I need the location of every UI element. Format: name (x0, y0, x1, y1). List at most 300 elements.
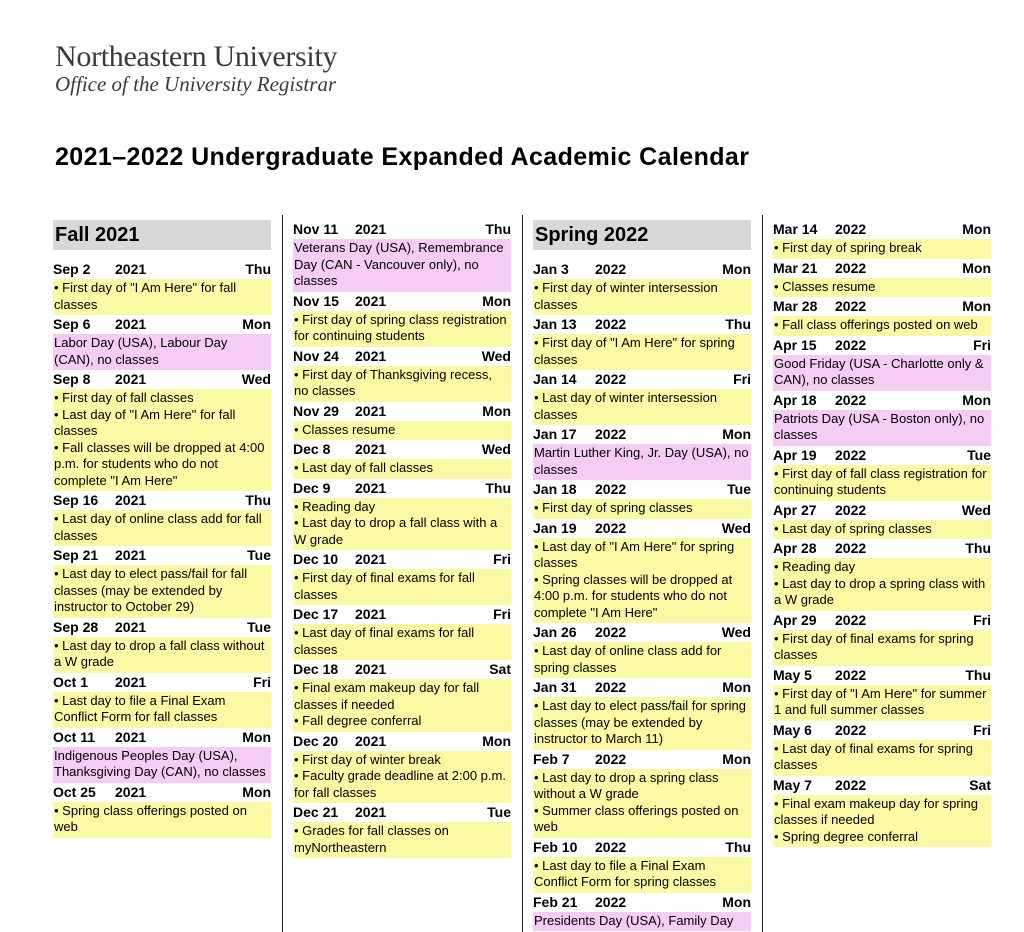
event-block (293, 822, 511, 858)
date-row (533, 838, 751, 857)
entry-date: Oct 1 (53, 673, 89, 690)
calendar-entry (773, 721, 991, 776)
entry-date: Mar 14 (773, 221, 818, 237)
event-block (773, 558, 991, 611)
date-row (773, 336, 991, 355)
date-row (53, 315, 271, 334)
entry-year: 2021 (355, 606, 387, 622)
date-row (293, 479, 511, 498)
entry-date: May 6 (773, 721, 812, 738)
event-block (53, 637, 271, 673)
calendar-column-1 (53, 220, 271, 838)
event-block (293, 569, 511, 605)
entry-date: Jan 26 (533, 624, 577, 640)
calendar-entry (293, 660, 511, 732)
entry-date: Dec 8 (293, 441, 331, 457)
entry-date: Jan 31 (533, 679, 577, 695)
event-text: • Fall degree conferral (294, 713, 422, 728)
date-row (293, 440, 511, 459)
entry-weekday: Mon (722, 679, 751, 695)
calendar-entry (53, 673, 271, 728)
calendar-entry (533, 260, 751, 315)
entry-date: Oct 25 (53, 783, 96, 800)
entry-year: 2021 (355, 804, 387, 820)
date-row (773, 776, 991, 795)
event-text: • Last day to drop a spring class with a W grade (774, 575, 986, 607)
entry-date: Apr 15 (773, 336, 817, 353)
date-row (533, 750, 751, 769)
entry-weekday: Fri (493, 551, 511, 567)
event-text: • Last day to drop a fall class with a W grade (294, 515, 498, 547)
entry-year: 2022 (595, 371, 627, 387)
event-text: • First day of winter intersession classes (534, 280, 718, 312)
calendar-entry (293, 550, 511, 605)
event-block (533, 334, 751, 370)
holiday-block (53, 334, 271, 370)
calendar-entry (53, 728, 271, 783)
holiday-text: Good Friday (USA - Charlotte only & CAN), no classes (774, 355, 984, 387)
date-row (773, 220, 991, 239)
entry-weekday: Fri (733, 371, 751, 387)
calendar-entry (293, 479, 511, 551)
event-text: • Last day to file a Final Exam Conflict Form for spring classes (534, 857, 717, 889)
entry-year: 2021 (115, 316, 147, 332)
event-text: • Last day to drop a spring class without a W grade (534, 769, 719, 801)
event-text: • Last day of "I Am Here" for fall classes (54, 406, 236, 438)
entry-weekday: Thu (245, 492, 271, 508)
entry-weekday: Mon (242, 728, 271, 745)
calendar-entry (53, 260, 271, 315)
entry-date: Nov 11 (293, 221, 339, 237)
entry-weekday: Tue (967, 446, 991, 463)
event-text: • Last day of "I Am Here" for spring classes (534, 538, 735, 570)
date-row (293, 550, 511, 569)
entry-date: Sep 2 (53, 261, 91, 277)
event-block (53, 510, 271, 546)
entry-weekday: Sat (489, 661, 511, 677)
event-text: • Last day to elect pass/fail for fall classes (may be extended by instructor to October 29) (54, 566, 248, 614)
page-title: 2021–2022 Undergraduate Expanded Academic Calendar (55, 143, 750, 171)
entry-date: Dec 10 (293, 551, 339, 567)
calendar-entry (293, 220, 511, 292)
event-block (773, 630, 991, 666)
calendar-entry (53, 546, 271, 618)
calendar-entry (773, 297, 991, 336)
entry-weekday: Thu (725, 838, 751, 855)
calendar-entry (293, 732, 511, 804)
date-row (773, 666, 991, 685)
event-block (293, 624, 511, 660)
date-row (533, 370, 751, 389)
entry-weekday: Mon (962, 298, 991, 314)
event-text: • Spring class offerings posted on web (54, 802, 247, 834)
entry-date: Apr 28 (773, 540, 817, 556)
event-block (293, 311, 511, 347)
registrar-header (55, 42, 337, 96)
calendar-entry (53, 491, 271, 546)
entry-date: Dec 20 (293, 732, 339, 749)
event-text: • First day of winter break (294, 751, 441, 767)
calendar-column-3 (533, 220, 751, 931)
entry-year: 2022 (595, 624, 627, 640)
event-block (533, 279, 751, 315)
entry-year: 2022 (835, 446, 867, 463)
entry-year: 2022 (835, 540, 867, 556)
entry-year: 2021 (115, 547, 147, 563)
entry-weekday: Mon (242, 316, 271, 332)
entry-date: May 5 (773, 666, 812, 683)
entry-date: Sep 16 (53, 492, 99, 508)
event-block (53, 802, 271, 838)
holiday-text: Labor Day (USA), Labour Day (CAN), no classes (54, 335, 228, 367)
event-text: • Classes resume (774, 278, 876, 294)
date-row (773, 501, 991, 520)
entry-weekday: Thu (965, 540, 991, 556)
calendar-entry (53, 783, 271, 838)
entry-weekday: Thu (485, 479, 511, 496)
entry-weekday: Tue (247, 618, 271, 635)
calendar-entry (773, 611, 991, 666)
holiday-block (773, 410, 991, 446)
entry-year: 2021 (115, 618, 147, 635)
column-divider (282, 215, 283, 932)
entry-date: Nov 24 (293, 347, 339, 364)
date-row (293, 732, 511, 751)
entry-weekday: Wed (961, 501, 991, 518)
event-text: • First day of spring break (774, 240, 922, 255)
entry-weekday: Wed (721, 624, 751, 640)
holiday-block (773, 355, 991, 391)
entry-year: 2021 (355, 441, 387, 457)
date-row (293, 347, 511, 366)
entry-weekday: Fri (973, 611, 991, 628)
holiday-block (533, 912, 751, 932)
event-text: • Summer class offerings posted on web (534, 802, 739, 834)
date-row (293, 803, 511, 822)
date-row (533, 678, 751, 697)
date-row (53, 260, 271, 279)
entry-date: Nov 29 (293, 402, 339, 419)
date-row (53, 618, 271, 637)
holiday-block (53, 747, 271, 783)
entry-year: 2022 (595, 838, 627, 855)
event-block (773, 316, 991, 336)
entry-year: 2021 (355, 661, 387, 677)
entry-date: May 7 (773, 776, 812, 793)
date-row (533, 480, 751, 499)
entry-year: 2021 (355, 347, 387, 364)
entry-year: 2022 (595, 426, 627, 442)
event-block (533, 769, 751, 838)
calendar-entry (533, 623, 751, 678)
calendar-entry (533, 480, 751, 519)
entry-date: Sep 6 (53, 316, 91, 332)
date-row (773, 721, 991, 740)
event-block (773, 740, 991, 776)
entry-date: Dec 17 (293, 606, 339, 622)
date-row (773, 297, 991, 316)
calendar-entry (773, 336, 991, 391)
calendar-entry (533, 519, 751, 624)
entry-year: 2021 (355, 479, 387, 496)
event-text: • Last day of fall classes (294, 460, 433, 475)
entry-date: Nov 15 (293, 292, 339, 309)
event-text: • Last day to elect pass/fail for spring classes (may be extended by instructor to March 11) (534, 698, 746, 746)
entry-date: Apr 29 (773, 611, 817, 628)
entry-weekday: Mon (722, 893, 751, 910)
university-name: Northeastern University (55, 40, 338, 73)
event-block (773, 795, 991, 848)
date-row (293, 292, 511, 311)
calendar-entry (533, 750, 751, 838)
entry-weekday: Mon (482, 732, 511, 749)
event-block (293, 366, 511, 402)
entry-year: 2022 (595, 261, 627, 277)
entry-date: Dec 21 (293, 804, 339, 820)
event-block (773, 685, 991, 721)
event-block (293, 751, 511, 804)
entry-date: Jan 18 (533, 481, 577, 497)
entry-year: 2022 (595, 481, 627, 497)
entry-date: Sep 28 (53, 618, 99, 635)
event-text: • Last day of online class add for fall classes (54, 511, 262, 543)
entry-weekday: Mon (962, 221, 991, 237)
date-row (773, 539, 991, 558)
entry-weekday: Mon (242, 783, 271, 800)
event-text: • First day of "I Am Here" for spring classes (534, 335, 735, 367)
entry-date: Apr 27 (773, 501, 817, 518)
entry-year: 2021 (355, 292, 387, 309)
event-block (53, 565, 271, 618)
event-block (53, 692, 271, 728)
event-block (293, 679, 511, 732)
event-text: • First day of fall class registration for continuing students (774, 465, 987, 497)
calendar-entry (533, 315, 751, 370)
column-divider (522, 215, 523, 932)
calendar-column-4 (773, 220, 991, 847)
calendar-entry (773, 666, 991, 721)
entry-year: 2022 (595, 893, 627, 910)
entry-year: 2021 (355, 221, 387, 237)
entry-date: Feb 10 (533, 838, 578, 855)
entry-weekday: Fri (973, 336, 991, 353)
date-row (53, 783, 271, 802)
event-text: • Spring classes will be dropped at 4:00 p.m. for students who do not complete "I Am Here" (534, 571, 733, 620)
date-row (773, 446, 991, 465)
holiday-text: Presidents Day (USA), Family Day (534, 912, 734, 928)
entry-date: Oct 11 (53, 728, 96, 745)
term-title: Fall 2021 (53, 220, 271, 250)
calendar-entry (533, 425, 751, 480)
event-text: • First day of spring classes (534, 500, 693, 515)
entry-date: Feb 7 (533, 750, 570, 767)
calendar-entry (533, 678, 751, 750)
calendar-entry (773, 539, 991, 611)
date-row (533, 893, 751, 912)
event-block (53, 389, 271, 491)
term-title: Spring 2022 (533, 220, 751, 250)
entry-year: 2021 (115, 783, 147, 800)
date-row (533, 260, 751, 279)
event-block (533, 389, 751, 425)
event-text: • Fall classes will be dropped at 4:00 p.m. for students who do not complete "I Am Here" (54, 439, 265, 488)
event-text: • Classes resume (294, 421, 396, 437)
entry-year: 2022 (595, 750, 627, 767)
entry-weekday: Tue (487, 804, 511, 820)
entry-date: Sep 21 (53, 547, 99, 563)
entry-date: Mar 21 (773, 259, 818, 276)
calendar-entry (773, 391, 991, 446)
entry-weekday: Fri (973, 721, 991, 738)
entry-weekday: Mon (722, 750, 751, 767)
calendar-entry (293, 605, 511, 660)
event-text: • First day of fall classes (54, 390, 194, 405)
entry-weekday: Wed (481, 441, 511, 457)
event-text: • First day of spring class registration for continuing students (294, 311, 507, 343)
date-row (773, 391, 991, 410)
calendar-entry (773, 501, 991, 540)
entry-date: Sep 8 (53, 371, 91, 387)
calendar-column-2 (293, 220, 511, 858)
date-row (53, 546, 271, 565)
entry-date: Jan 19 (533, 519, 577, 536)
entry-year: 2022 (595, 519, 627, 536)
date-row (773, 259, 991, 278)
date-row (293, 660, 511, 679)
entry-year: 2021 (115, 371, 147, 387)
entry-year: 2021 (115, 673, 147, 690)
calendar-entry (533, 370, 751, 425)
date-row (293, 402, 511, 421)
office-name: Office of the University Registrar (55, 72, 337, 96)
entry-year: 2021 (115, 728, 147, 745)
event-block (53, 279, 271, 315)
calendar-entry (293, 347, 511, 402)
entry-weekday: Mon (482, 292, 511, 309)
event-text: • First day of final exams for fall classes (294, 570, 475, 602)
event-text: • Last day of final exams for spring classes (774, 740, 973, 772)
calendar-entry (533, 838, 751, 893)
date-row (533, 623, 751, 642)
entry-year: 2022 (595, 316, 627, 332)
event-block (773, 239, 991, 259)
calendar-entry (773, 259, 991, 298)
entry-date: Dec 18 (293, 661, 339, 677)
entry-date: Mar 28 (773, 298, 818, 314)
entry-year: 2022 (595, 679, 627, 695)
entry-year: 2022 (835, 501, 867, 518)
calendar-entry (293, 402, 511, 441)
event-text: • First day of Thanksgiving recess, no classes (294, 366, 492, 398)
entry-year: 2022 (835, 611, 867, 628)
entry-year: 2022 (835, 221, 867, 237)
event-text: • Spring degree conferral (774, 828, 919, 844)
entry-year: 2022 (835, 721, 867, 738)
event-text: • Last day to drop a fall class without a W grade (54, 637, 265, 669)
date-row (53, 370, 271, 389)
event-text: • Grades for fall classes on myNortheastern (294, 823, 449, 855)
entry-weekday: Thu (485, 221, 511, 237)
event-text: • First day of "I Am Here" for fall classes (54, 280, 237, 312)
entry-year: 2022 (835, 776, 867, 793)
holiday-text: Patriots Day (USA - Boston only), no classes (774, 410, 985, 442)
event-text: • Last day of spring classes (774, 520, 932, 536)
event-block (533, 642, 751, 678)
holiday-text: Indigenous Peoples Day (USA), Thanksgiving Day (CAN), no classes (54, 747, 266, 779)
entry-year: 2022 (835, 666, 867, 683)
event-text: • Final exam makeup day for spring classes if needed (774, 795, 978, 827)
entry-date: Feb 21 (533, 893, 578, 910)
calendar-entry (293, 292, 511, 347)
entry-weekday: Mon (482, 402, 511, 419)
calendar-entry (53, 315, 271, 370)
calendar-entry (773, 776, 991, 848)
entry-year: 2021 (355, 551, 387, 567)
event-block (293, 459, 511, 479)
date-row (773, 611, 991, 630)
entry-weekday: Mon (962, 259, 991, 276)
event-block (773, 520, 991, 540)
date-row (533, 315, 751, 334)
entry-date: Dec 9 (293, 479, 331, 496)
calendar-entry (773, 446, 991, 501)
event-block (293, 421, 511, 441)
event-block (533, 697, 751, 750)
entry-weekday: Tue (727, 481, 751, 497)
calendar-entry (53, 618, 271, 673)
entry-year: 2021 (115, 261, 147, 277)
holiday-text: Martin Luther King, Jr. Day (USA), no classes (534, 445, 749, 477)
event-text: • Last day of final exams for fall classes (294, 625, 475, 657)
event-block (533, 538, 751, 624)
calendar-entry (533, 893, 751, 932)
entry-year: 2022 (835, 259, 867, 276)
date-row (533, 425, 751, 444)
entry-weekday: Tue (247, 547, 271, 563)
entry-weekday: Sat (969, 776, 991, 793)
calendar-entry (773, 220, 991, 259)
event-text: • Fall class offerings posted on web (774, 317, 978, 332)
entry-year: 2021 (355, 402, 387, 419)
entry-weekday: Fri (493, 606, 511, 622)
event-text: • Reading day (294, 498, 376, 514)
entry-weekday: Mon (962, 391, 991, 408)
entry-weekday: Thu (725, 316, 751, 332)
event-text: • Faculty grade deadline at 2:00 p.m. for fall classes (294, 768, 506, 800)
entry-date: Jan 3 (533, 261, 569, 277)
event-text: • First day of final exams for spring classes (774, 630, 974, 662)
entry-weekday: Fri (253, 673, 271, 690)
entry-year: 2022 (835, 298, 867, 314)
event-block (293, 498, 511, 551)
holiday-block (293, 239, 511, 292)
entry-year: 2021 (115, 492, 147, 508)
event-text: • First day of "I Am Here" for summer 1 and full summer classes (774, 685, 987, 717)
date-row (53, 728, 271, 747)
entry-date: Jan 14 (533, 371, 577, 387)
date-row (53, 491, 271, 510)
event-text: • Last day of winter intersession classes (534, 390, 718, 422)
calendar-entry (293, 803, 511, 858)
holiday-block (533, 444, 751, 480)
event-text: • Last day of online class add for spring classes (534, 643, 722, 675)
date-row (293, 605, 511, 624)
event-text: • Last day to file a Final Exam Conflict Form for fall classes (54, 692, 226, 724)
entry-weekday: Mon (722, 261, 751, 277)
entry-year: 2022 (835, 391, 867, 408)
calendar-entry (293, 440, 511, 479)
event-block (773, 278, 991, 298)
